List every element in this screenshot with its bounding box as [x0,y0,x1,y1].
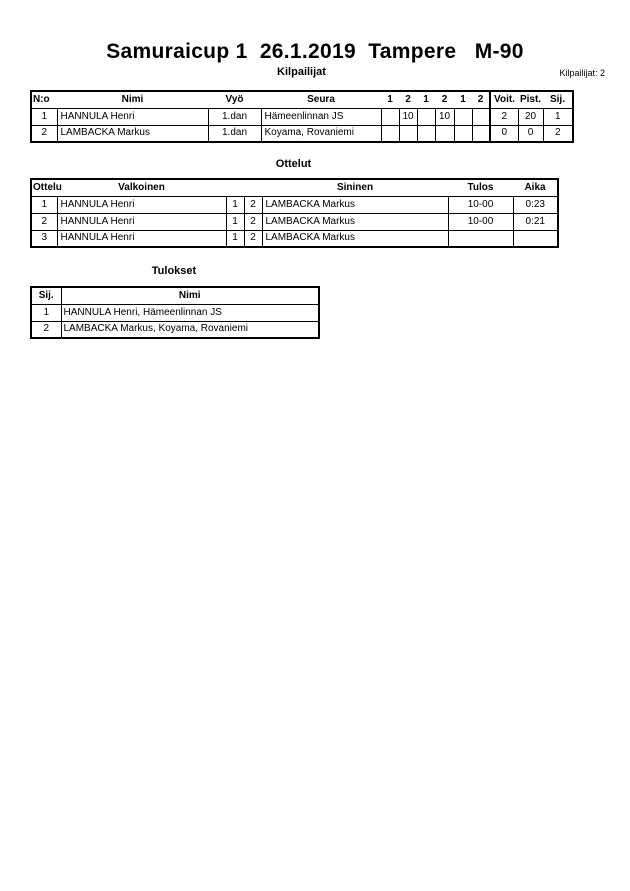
competitor-points: 0 [518,125,543,142]
col-header-belt: Vyö [225,93,244,105]
match-white-no: 1 [226,213,244,230]
match-time: 0:21 [513,213,558,230]
col-header-round-4: 2 [441,93,448,105]
col-header-club: Seura [307,93,335,105]
match-row [31,230,558,247]
score-cell [435,125,454,142]
competitors-section-title: Kilpailijat [277,66,326,78]
competitor-name: HANNULA Henri [57,108,208,125]
competitor-wins: 0 [490,125,518,142]
competitors-header-row [31,91,573,108]
col-header-wins: Voit. [490,91,518,108]
matches-section-title: Ottelut [275,158,312,170]
competitor-place: 1 [543,108,573,125]
score-cell: 10 [435,108,454,125]
col-header-no: N:o [33,93,50,105]
match-time [513,230,558,247]
match-no: 3 [31,230,57,247]
result-row [31,321,319,338]
match-no: 2 [31,213,57,230]
col-header-round-5: 1 [460,93,466,105]
match-result: 10-00 [448,196,513,213]
competitor-points: 20 [518,108,543,125]
score-cell [472,125,490,142]
result-name: HANNULA Henri, Hämeenlinnan JS [61,304,319,321]
match-blue-name: LAMBACKA Markus [262,196,448,213]
score-cell [381,108,399,125]
score-cell [381,125,399,142]
match-blue-name: LAMBACKA Markus [262,213,448,230]
match-row [31,196,558,213]
col-header-points: Pist. [519,93,542,105]
col-header-round-1: 1 [387,93,393,105]
result-row [31,304,319,321]
col-header-white: Valkoinen [118,181,165,193]
score-cell [417,108,435,125]
score-cell [399,125,417,142]
match-white-name: HANNULA Henri [57,230,226,247]
results-section-title: Tulokset [151,265,197,277]
score-cell [454,108,472,125]
col-header-spacer [244,179,262,196]
col-header-time: Aika [524,181,546,193]
col-header-round-2: 2 [405,93,411,105]
result-place: 2 [31,321,61,338]
match-white-no: 1 [226,196,244,213]
results-table [30,286,320,339]
match-blue-no: 2 [244,213,262,230]
col-header-round-3: 1 [423,93,429,105]
competitor-wins: 2 [490,108,518,125]
col-header-spacer [226,179,244,196]
competitor-no: 2 [31,125,57,142]
score-cell [454,125,472,142]
score-cell [472,108,490,125]
competitors-table [30,90,574,143]
competitor-belt: 1.dan [208,108,261,125]
competitor-count-label: Kilpailijat: 2 [559,68,605,78]
result-place: 1 [31,304,61,321]
match-result: 10-00 [448,213,513,230]
competitor-belt: 1.dan [208,125,261,142]
competitor-row [31,125,573,142]
col-header-result: Tulos [467,181,494,193]
page-title: Samuraicup 1 26.1.2019 Tampere M-90 [106,40,524,63]
score-cell [417,125,435,142]
competitor-name: LAMBACKA Markus [57,125,208,142]
col-header-result-place: Sij. [31,287,61,304]
matches-header-row [31,179,558,196]
match-white-name: HANNULA Henri [57,213,226,230]
result-name: LAMBACKA Markus, Koyama, Rovaniemi [61,321,319,338]
col-header-blue: Sininen [336,181,374,193]
matches-table [30,178,559,248]
col-header-round-6: 2 [477,93,484,105]
match-no: 1 [31,196,57,213]
match-blue-no: 2 [244,230,262,247]
match-white-name: HANNULA Henri [57,196,226,213]
col-header-name: Nimi [121,93,144,105]
col-header-result-name: Nimi [178,289,201,301]
results-header-row [31,287,319,304]
match-time: 0:23 [513,196,558,213]
competitor-place: 2 [543,125,573,142]
col-header-place: Sij. [549,93,565,105]
competitor-club: Koyama, Rovaniemi [261,125,381,142]
match-blue-name: LAMBACKA Markus [262,230,448,247]
competitor-club: Hämeenlinnan JS [261,108,381,125]
match-blue-no: 2 [244,196,262,213]
match-white-no: 1 [226,230,244,247]
competitor-no: 1 [31,108,57,125]
score-cell: 10 [399,108,417,125]
col-header-match: Ottelu [33,181,62,193]
match-result [448,230,513,247]
match-row [31,213,558,230]
competitor-row [31,108,573,125]
